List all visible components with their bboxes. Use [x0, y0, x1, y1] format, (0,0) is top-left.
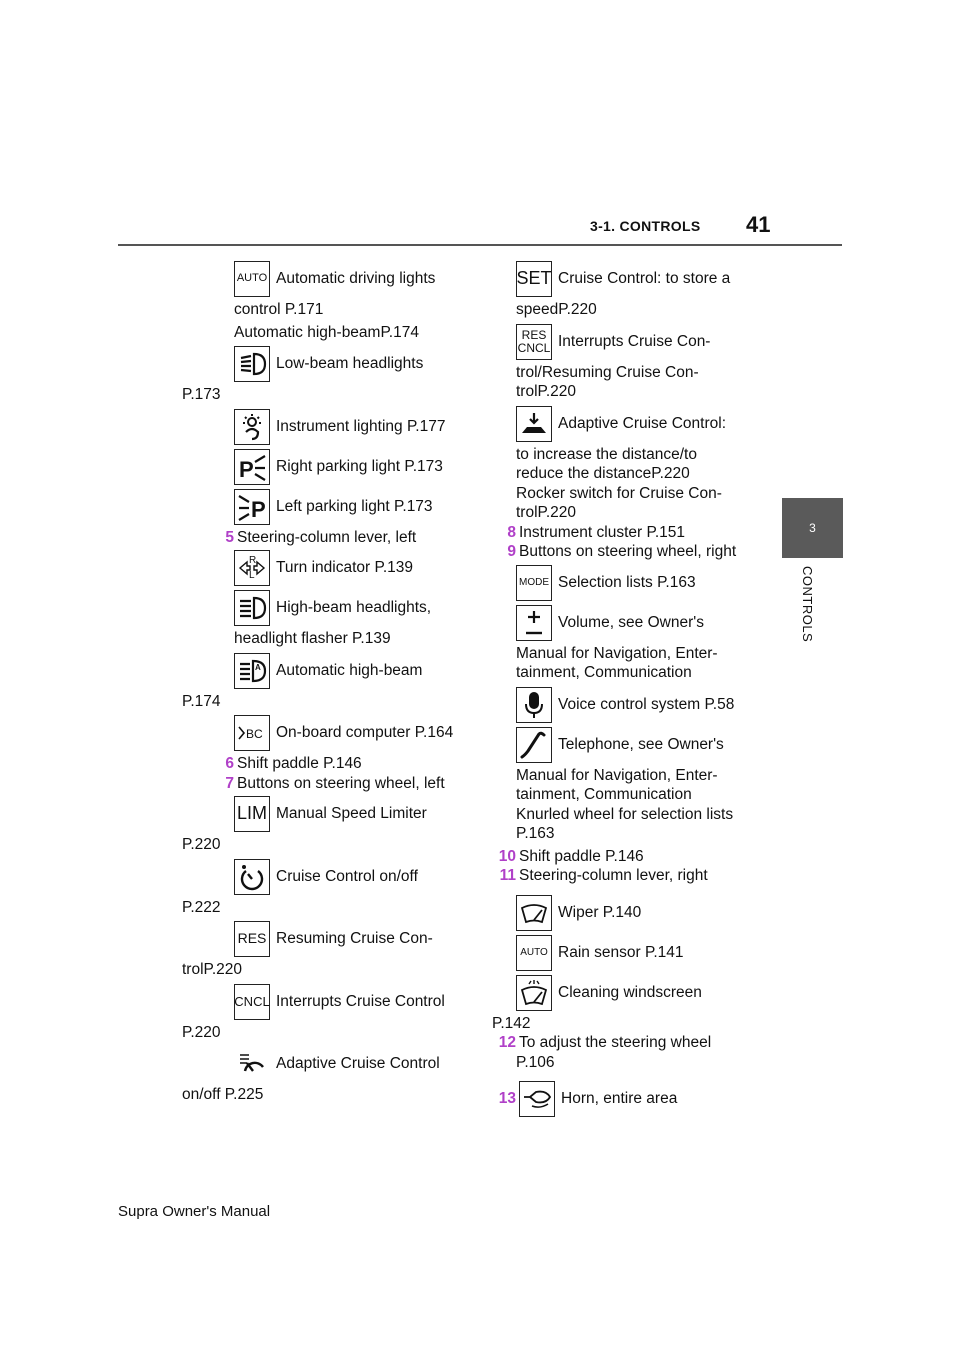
item-text: Cleaning windscreen: [558, 983, 702, 1001]
item-text: Horn, entire area: [561, 1090, 678, 1108]
item-text: Low-beam headlights: [276, 355, 424, 373]
item-text: headlight flasher P.139: [234, 630, 391, 647]
washer-icon: [516, 975, 552, 1011]
item-text: P.106: [516, 1053, 555, 1071]
item-number: 12: [498, 1034, 516, 1051]
list-item: [234, 652, 472, 690]
item-text: Instrument cluster P.151: [519, 523, 685, 541]
footer-text: Supra Owner's Manual: [118, 1203, 271, 1220]
list-item: [234, 260, 472, 298]
item-text: control P.171: [234, 301, 324, 318]
item-text: Automatic high-beamP.174: [234, 323, 419, 341]
item-text: Knurled wheel for selection lists: [516, 805, 734, 823]
item-text: Voice control system P.58: [558, 695, 735, 713]
item-number: 8: [507, 523, 516, 541]
item-text: On-board computer P.164: [276, 724, 454, 742]
speed-limiter-icon: LIM: [234, 796, 270, 832]
list-item: [234, 795, 472, 833]
item-text: P.173: [182, 386, 221, 403]
item-text: Instrument lighting P.177: [276, 417, 446, 435]
item-text: Interrupts Cruise Control: [276, 992, 445, 1010]
item-text: Resuming Cruise Con-: [276, 930, 433, 948]
chapter-tab: 3: [782, 498, 843, 558]
list-item: [516, 604, 754, 642]
item-text: Turn indicator P.139: [276, 559, 414, 577]
horn-icon: [519, 1081, 555, 1117]
item-text: Manual for Navigation, Enter-: [516, 766, 718, 784]
item-text: tainment, Communication: [516, 786, 692, 803]
low-beam-icon: [234, 346, 270, 382]
telephone-icon: [516, 727, 552, 763]
item-text: High-beam headlights,: [276, 599, 432, 617]
list-item: [234, 488, 472, 526]
list-item: [516, 934, 754, 972]
item-text: Cruise Control on/off: [276, 867, 418, 885]
item-text: Volume, see Owner's: [558, 613, 704, 631]
item-text: P.222: [182, 898, 221, 916]
item-text: P.220: [182, 1023, 221, 1041]
item-text: Automatic driving lights: [276, 270, 436, 288]
right-column: [492, 258, 754, 1118]
item-text: Buttons on steering wheel, right: [519, 543, 737, 560]
list-item: [492, 847, 754, 867]
set-speed-icon: SET: [516, 261, 552, 297]
item-text: P.220: [182, 836, 221, 853]
item-text: P.163: [516, 825, 555, 842]
item-number: 13: [498, 1090, 516, 1108]
item-text: to increase the distance/to: [516, 445, 697, 463]
list-item: [234, 345, 472, 383]
list-item: [210, 528, 472, 548]
item-text: trol/Resuming Cruise Con-: [516, 363, 699, 381]
svg-text:A: A: [255, 662, 261, 672]
wiper-icon: [516, 895, 552, 931]
list-item: [492, 866, 754, 886]
svg-text:P: P: [239, 456, 254, 482]
item-text: trolP.220: [516, 383, 577, 400]
list-item: [234, 408, 472, 446]
resume-icon: RES: [234, 921, 270, 957]
list-item: [234, 549, 472, 587]
list-item: [492, 1033, 754, 1053]
list-item: [516, 564, 754, 602]
left-column: [182, 258, 472, 1108]
microphone-icon: [516, 687, 552, 723]
auto-lights-icon: AUTO: [234, 261, 270, 297]
item-text: trolP.220: [516, 504, 577, 521]
header-section-title: 3-1. CONTROLS: [590, 218, 701, 234]
list-item: [516, 974, 754, 1012]
cancel-cruise-icon: CNCL: [234, 984, 270, 1020]
item-text: Rocker switch for Cruise Con-: [516, 484, 722, 502]
automatic-high-beam-icon: [234, 653, 270, 689]
item-text: Selection lists P.163: [558, 573, 696, 591]
list-item: [516, 323, 754, 361]
item-text: Adaptive Cruise Control: [276, 1055, 440, 1073]
item-number: 7: [225, 774, 234, 792]
list-item: [234, 1045, 472, 1083]
list-item: [516, 260, 754, 298]
item-text: Telephone, see Owner's: [558, 735, 724, 753]
item-text: Steering-column lever, right: [519, 867, 708, 884]
item-text: Buttons on steering wheel, left: [237, 774, 445, 792]
list-item: [234, 858, 472, 896]
item-text: Right parking light P.173: [276, 457, 443, 475]
instrument-lighting-icon: [234, 409, 270, 445]
distance-rocker-icon: [516, 406, 552, 442]
item-text: Shift paddle P.146: [237, 755, 362, 772]
list-item: [234, 920, 472, 958]
item-number: 6: [225, 755, 234, 772]
item-text: Automatic high-beam: [276, 661, 423, 679]
item-text: To adjust the steering wheel: [519, 1034, 712, 1051]
list-item: [492, 1080, 754, 1118]
rain-sensor-icon: AUTO: [516, 935, 552, 971]
svg-text:BC: BC: [246, 727, 263, 741]
chapter-tab-label: CONTROLS: [800, 566, 815, 643]
item-text: Cruise Control: to store a: [558, 270, 731, 288]
list-item: [516, 726, 754, 764]
item-text: Left parking light P.173: [276, 497, 433, 515]
list-item: [516, 405, 754, 443]
item-number: 10: [498, 847, 516, 865]
item-number: 11: [499, 867, 516, 884]
item-text: Shift paddle P.146: [519, 847, 644, 865]
item-number: 5: [225, 528, 234, 546]
item-text: P.174: [182, 692, 221, 710]
item-text: Rain sensor P.141: [558, 943, 684, 961]
res-cncl-icon: RES CNCL: [516, 324, 552, 360]
cruise-control-icon: [234, 859, 270, 895]
item-text: P.142: [492, 1014, 531, 1032]
item-text: reduce the distanceP.220: [516, 465, 690, 482]
high-beam-icon: [234, 590, 270, 626]
list-item: [234, 589, 472, 627]
item-text: tainment, Communication: [516, 664, 692, 681]
on-board-computer-icon: [234, 715, 270, 751]
svg-text:P: P: [251, 496, 266, 522]
item-text: trolP.220: [182, 961, 243, 978]
list-item: [516, 686, 754, 724]
list-item: [234, 714, 472, 752]
item-text: Adaptive Cruise Control:: [558, 414, 726, 432]
list-item: [210, 754, 472, 774]
list-item: [492, 542, 754, 562]
turn-indicator-icon: R L: [234, 550, 270, 586]
item-text: speedP.220: [516, 301, 597, 318]
list-item: [210, 774, 472, 794]
item-text: Interrupts Cruise Con-: [558, 332, 711, 350]
list-item: [492, 523, 754, 543]
list-item: [234, 448, 472, 486]
list-item: [516, 894, 754, 932]
right-parking-light-icon: [234, 449, 270, 485]
item-number: 9: [507, 543, 516, 560]
volume-icon: [516, 605, 552, 641]
item-text: Manual for Navigation, Enter-: [516, 644, 718, 662]
item-text: Steering-column lever, left: [237, 528, 417, 546]
item-text: Wiper P.140: [558, 903, 642, 921]
header-rule: [118, 244, 842, 246]
mode-icon: MODE: [516, 565, 552, 601]
item-text: on/off P.225: [182, 1086, 264, 1103]
item-text: Manual Speed Limiter: [276, 805, 427, 823]
left-parking-light-icon: [234, 489, 270, 525]
page-number: 41: [746, 212, 771, 237]
list-item: [234, 983, 472, 1021]
adaptive-cruise-icon: [234, 1046, 270, 1082]
